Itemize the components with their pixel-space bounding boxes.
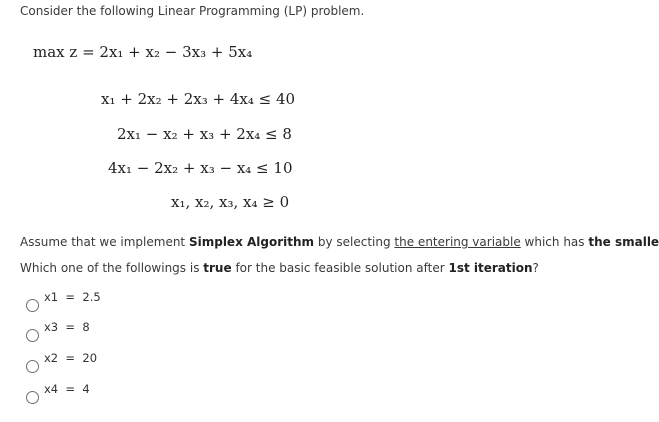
- assumption-bold-algorithm: Simplex Algorithm: [188, 235, 315, 249]
- question-intro: Consider the following Linear Programming (LP) problem.: [20, 4, 365, 18]
- answer-option-label: x4 = 4: [44, 382, 90, 396]
- assumption-text: [20, 235, 659, 249]
- assumption-bold-smallest: the smalle: [588, 235, 659, 249]
- answer-option-label: x2 = 20: [44, 351, 98, 365]
- answer-option-1[interactable]: [26, 290, 226, 314]
- prompt-bold-true: true: [203, 261, 232, 275]
- constraint-1: x₁ + 2x₂ + 2x₃ + 4x₄ ≤ 40: [101, 90, 296, 108]
- prompt-text-part: for the basic feasible solution after: [231, 261, 449, 275]
- answer-option-4[interactable]: [26, 382, 226, 406]
- assumption-text-part: Assume that we implement: [20, 235, 189, 249]
- prompt-text-part: ?: [532, 261, 539, 275]
- objective-function: max z = 2x₁ + x₂ − 3x₃ + 5x₄: [33, 43, 253, 61]
- radio-button[interactable]: [26, 299, 39, 312]
- answer-option-2[interactable]: [26, 320, 226, 344]
- assumption-text-part: by selecting: [314, 235, 395, 249]
- constraint-3: 4x₁ − 2x₂ + x₃ − x₄ ≤ 10: [108, 159, 293, 177]
- question-prompt: [20, 261, 539, 275]
- prompt-text-part: Which one of the followings is: [20, 261, 204, 275]
- assumption-underline-entering: the entering variable: [394, 235, 521, 249]
- answer-option-3[interactable]: [26, 351, 226, 375]
- radio-button[interactable]: [26, 360, 39, 373]
- assumption-text-part: which has: [520, 235, 589, 249]
- prompt-bold-iteration: 1st iteration: [448, 261, 533, 275]
- constraint-2: 2x₁ − x₂ + x₃ + 2x₄ ≤ 8: [117, 125, 292, 143]
- nonnegativity-constraint: x₁, x₂, x₃, x₄ ≥ 0: [171, 193, 290, 211]
- answer-option-label: x3 = 8: [44, 320, 90, 334]
- radio-button[interactable]: [26, 329, 39, 342]
- answer-option-label: x1 = 2.5: [44, 290, 101, 304]
- radio-button[interactable]: [26, 391, 39, 404]
